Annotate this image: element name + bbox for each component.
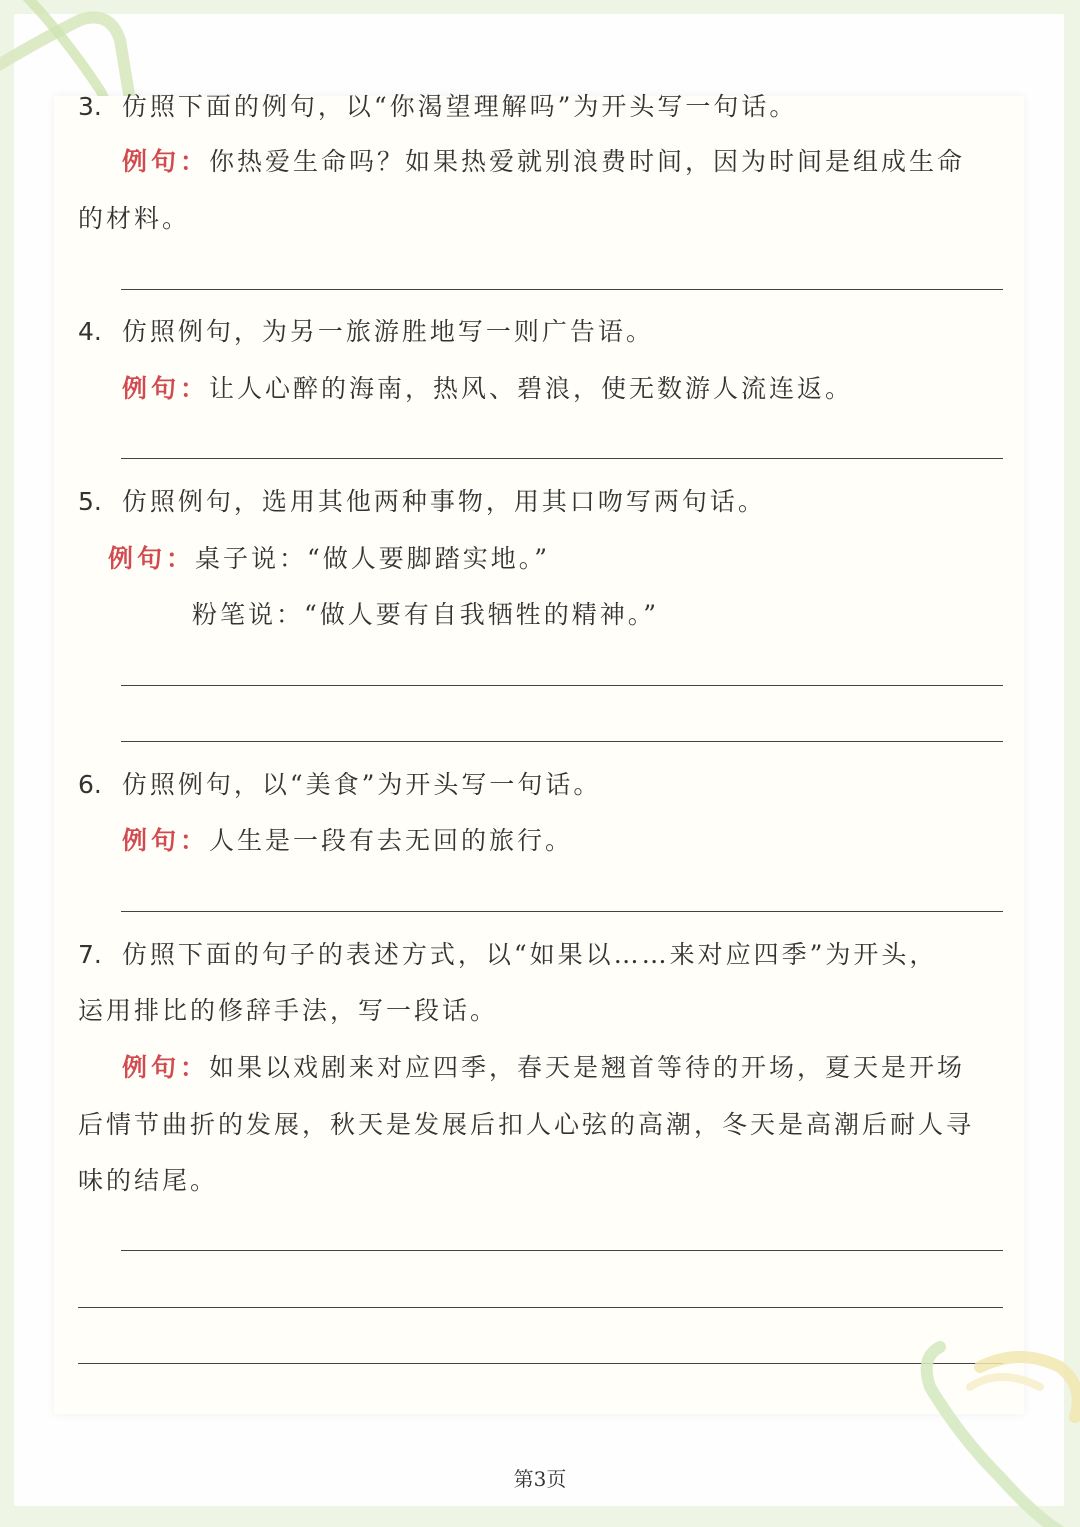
answer-line[interactable]	[121, 458, 1003, 459]
example-label: 例句：	[108, 544, 196, 573]
question-4-prompt: 4. 仿照例句，为另一旅游胜地写一则广告语。	[78, 317, 654, 346]
question-7-example-cont: 味的结尾。	[78, 1166, 219, 1195]
question-4-example: 例句：让人心醉的海南，热风、碧浪，使无数游人流连返。	[122, 374, 854, 403]
example-label: 例句：	[122, 374, 210, 403]
question-6-prompt: 6. 仿照例句，以“美食”为开头写一句话。	[78, 770, 602, 799]
answer-line[interactable]	[121, 1250, 1003, 1251]
answer-line[interactable]	[121, 741, 1003, 742]
question-7-example-cont: 后情节曲折的发展，秋天是发展后扣人心弦的高潮，冬天是高潮后耐人寻	[78, 1110, 975, 1139]
question-6-example: 例句：人生是一段有去无回的旅行。	[122, 826, 574, 855]
question-7-prompt: 7. 仿照下面的句子的表述方式，以“如果以……来对应四季”为开头，	[78, 940, 938, 969]
answer-line[interactable]	[121, 911, 1003, 912]
answer-line[interactable]	[78, 1307, 1003, 1308]
example-label: 例句：	[122, 1053, 210, 1082]
question-3-example-cont: 的材料。	[78, 204, 191, 233]
worksheet-card	[54, 96, 1024, 1414]
question-5-example-cont: 粉笔说：“做人要有自我牺牲的精神。”	[192, 600, 660, 629]
question-7-prompt-cont: 运用排比的修辞手法，写一段话。	[78, 996, 499, 1025]
question-5-example: 例句：桌子说：“做人要脚踏实地。”	[108, 544, 551, 573]
example-label: 例句：	[122, 826, 210, 855]
answer-line[interactable]	[121, 685, 1003, 686]
answer-line[interactable]	[121, 289, 1003, 290]
page-number: 第3页	[513, 1467, 567, 1491]
example-label: 例句：	[122, 147, 210, 176]
question-3-prompt: 3. 仿照下面的例句，以“你渴望理解吗”为开头写一句话。	[78, 92, 798, 121]
answer-line[interactable]	[78, 1363, 1003, 1364]
question-7-example: 例句：如果以戏剧来对应四季，春天是翘首等待的开场，夏天是开场	[122, 1053, 966, 1082]
question-5-prompt: 5. 仿照例句，选用其他两种事物，用其口吻写两句话。	[78, 487, 766, 516]
question-3-example: 例句：你热爱生命吗？如果热爱就别浪费时间，因为时间是组成生命	[122, 147, 966, 176]
